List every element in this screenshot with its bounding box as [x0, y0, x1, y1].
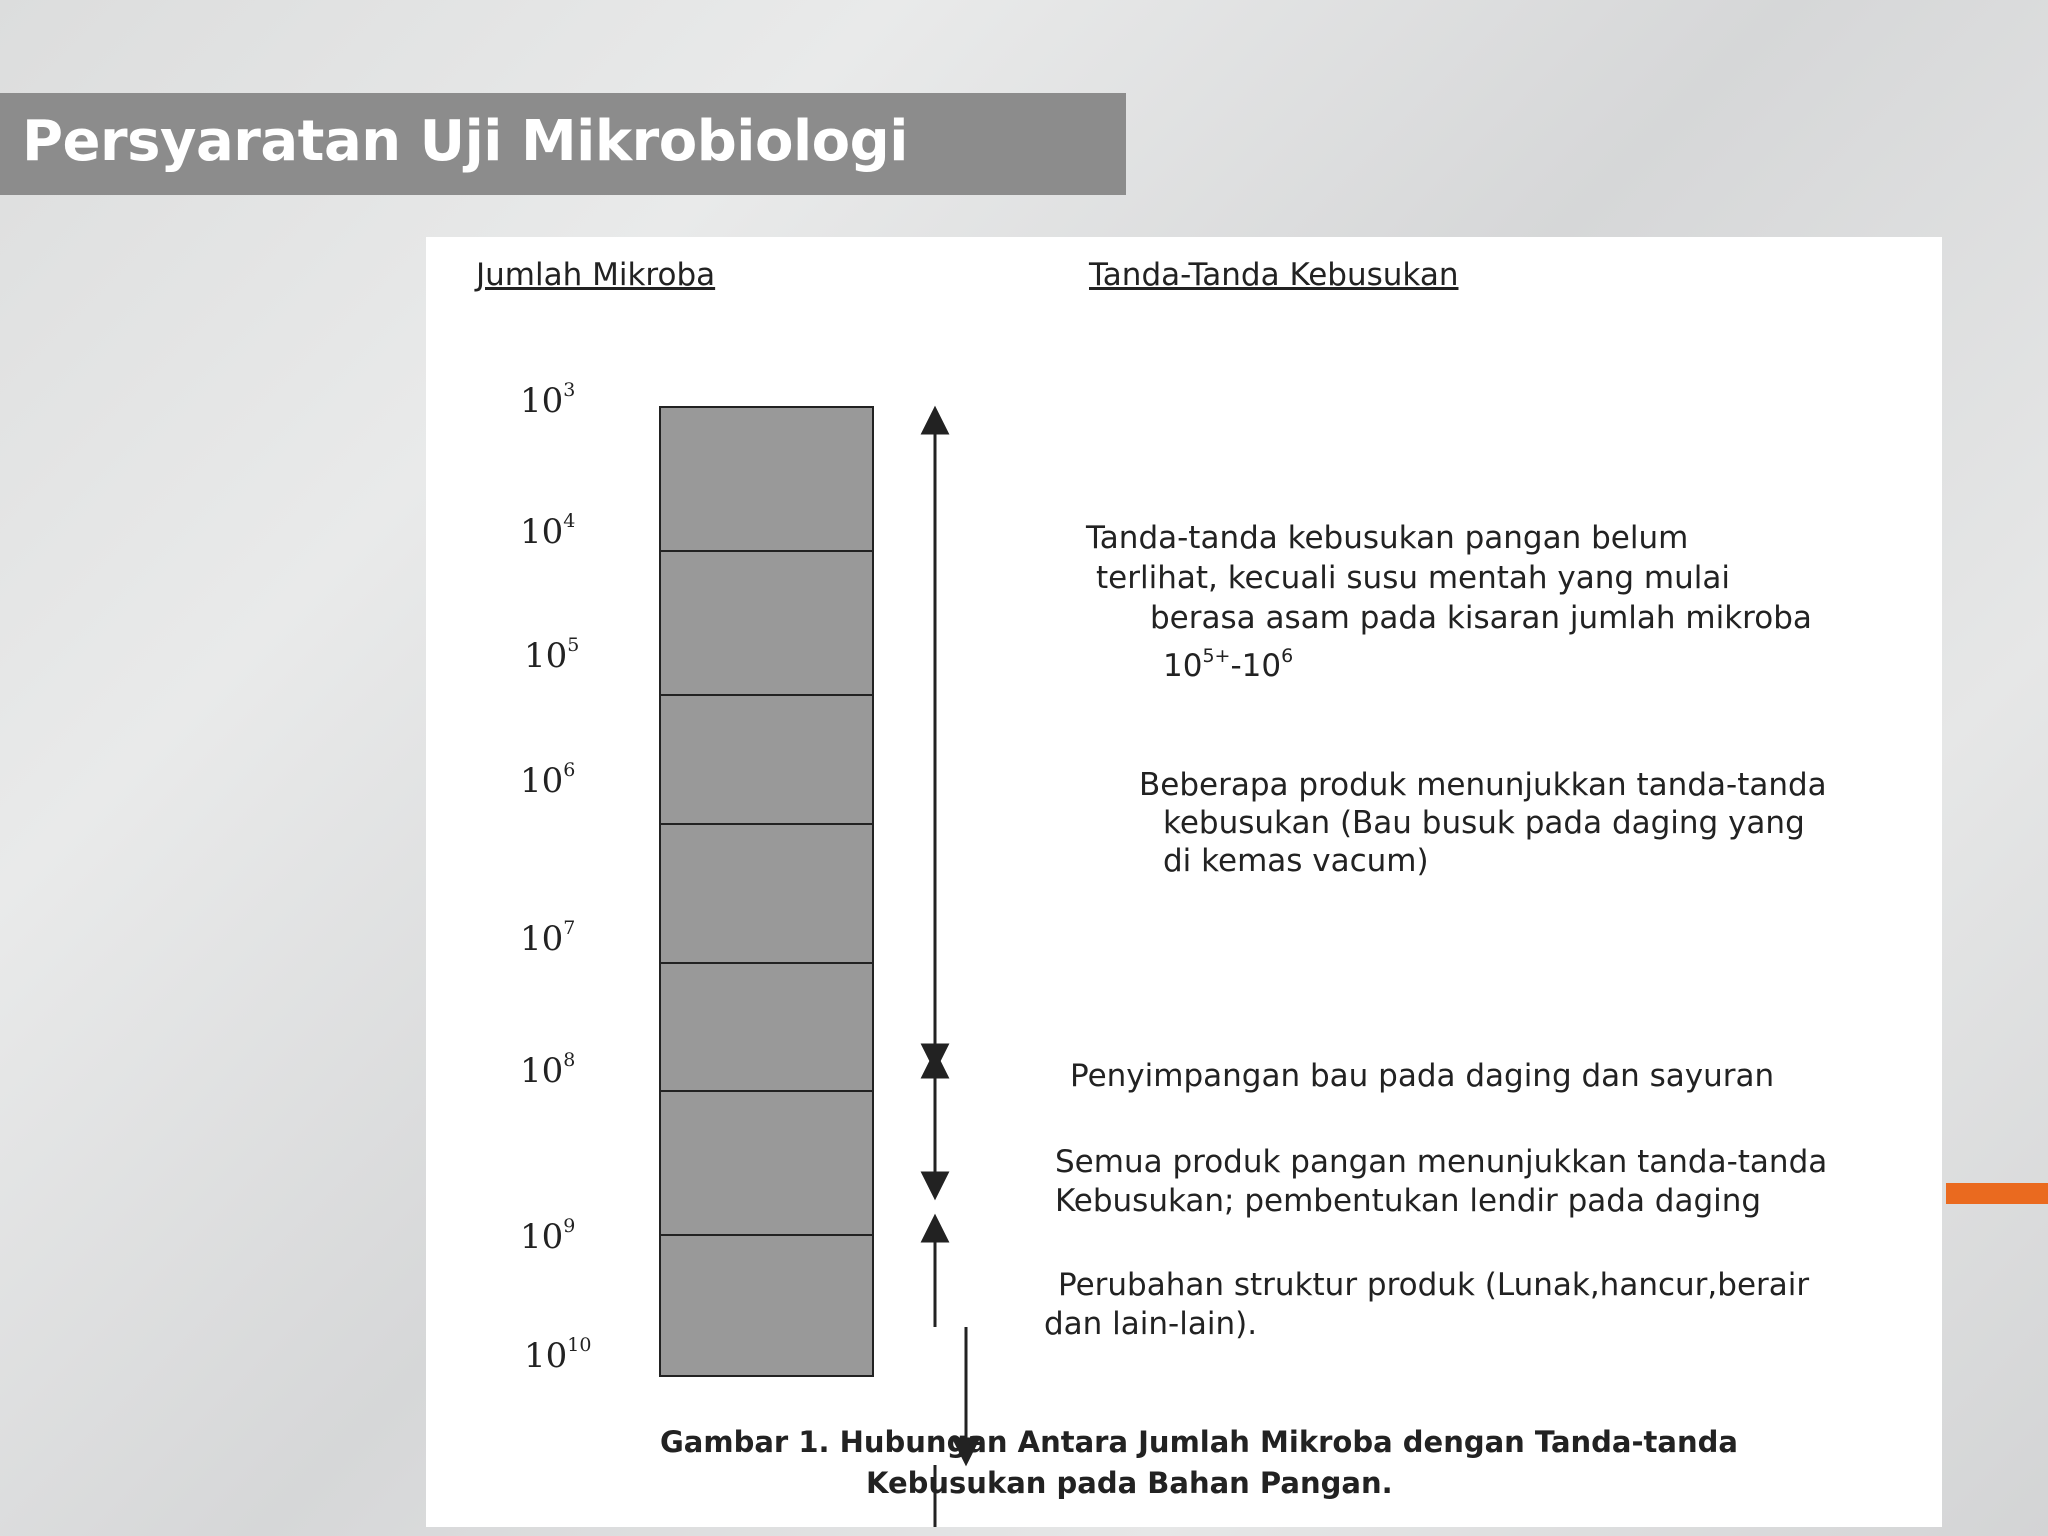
tick-label-1e4: $10^4$: [520, 510, 576, 552]
accent-bar: [1946, 1183, 2048, 1204]
description-1-line-4: $10^{5+}-10^6$: [1163, 645, 1294, 684]
description-2-line-2: kebusukan (Bau busuk pada daging yang: [1163, 805, 1805, 841]
description-4-line-2: Kebusukan; pembentukan lendir pada daging: [1055, 1183, 1762, 1219]
tick-label-1e3: $10^3$: [520, 379, 576, 421]
description-2-line-3: di kemas vacum): [1163, 843, 1429, 879]
tick-label-1e9: $10^9$: [520, 1215, 576, 1257]
tick-label-1e6: $10^6$: [520, 759, 576, 801]
tick-label-1e10: $10^{10}$: [524, 1334, 592, 1376]
tick-label-1e7: $10^7$: [520, 917, 576, 959]
tick-label-1e8: $10^8$: [520, 1049, 576, 1091]
description-1-line-3: berasa asam pada kisaran jumlah mikroba: [1150, 600, 1812, 636]
header-jumlah-mikroba: Jumlah Mikroba: [476, 257, 716, 293]
tick-label-1e5: $10^5$: [524, 634, 580, 676]
description-4-line-1: Semua produk pangan menunjukkan tanda-tanda: [1055, 1144, 1828, 1180]
description-2-line-1: Beberapa produk menunjukkan tanda-tanda: [1139, 767, 1827, 803]
description-5-line-2: dan lain-lain).: [1044, 1306, 1258, 1342]
title-bar: [0, 93, 1126, 195]
up-arrowhead: [923, 1053, 947, 1077]
description-3-line-1: Penyimpangan bau pada daging dan sayuran: [1070, 1058, 1775, 1094]
figure-caption-line-2: Kebusukan pada Bahan Pangan.: [866, 1466, 1393, 1500]
slide-title: Persyaratan Uji Mikrobiologi: [22, 109, 908, 174]
down-arrowhead: [923, 1173, 947, 1197]
figure-caption-line-1: Gambar 1. Hubungan Antara Jumlah Mikroba dengan Tanda-tanda: [660, 1425, 1738, 1459]
figure-panel: [426, 237, 1942, 1527]
up-arrowhead: [923, 409, 947, 433]
up-arrowhead: [923, 1217, 947, 1241]
description-1-line-1: Tanda-tanda kebusukan pangan belum: [1086, 520, 1689, 556]
description-1-line-2: terlihat, kecuali susu mentah yang mulai: [1096, 560, 1731, 596]
description-5-line-1: Perubahan struktur produk (Lunak,hancur,berair: [1058, 1267, 1810, 1303]
header-tanda-kebusukan: Tanda-Tanda Kebusukan: [1089, 257, 1459, 293]
